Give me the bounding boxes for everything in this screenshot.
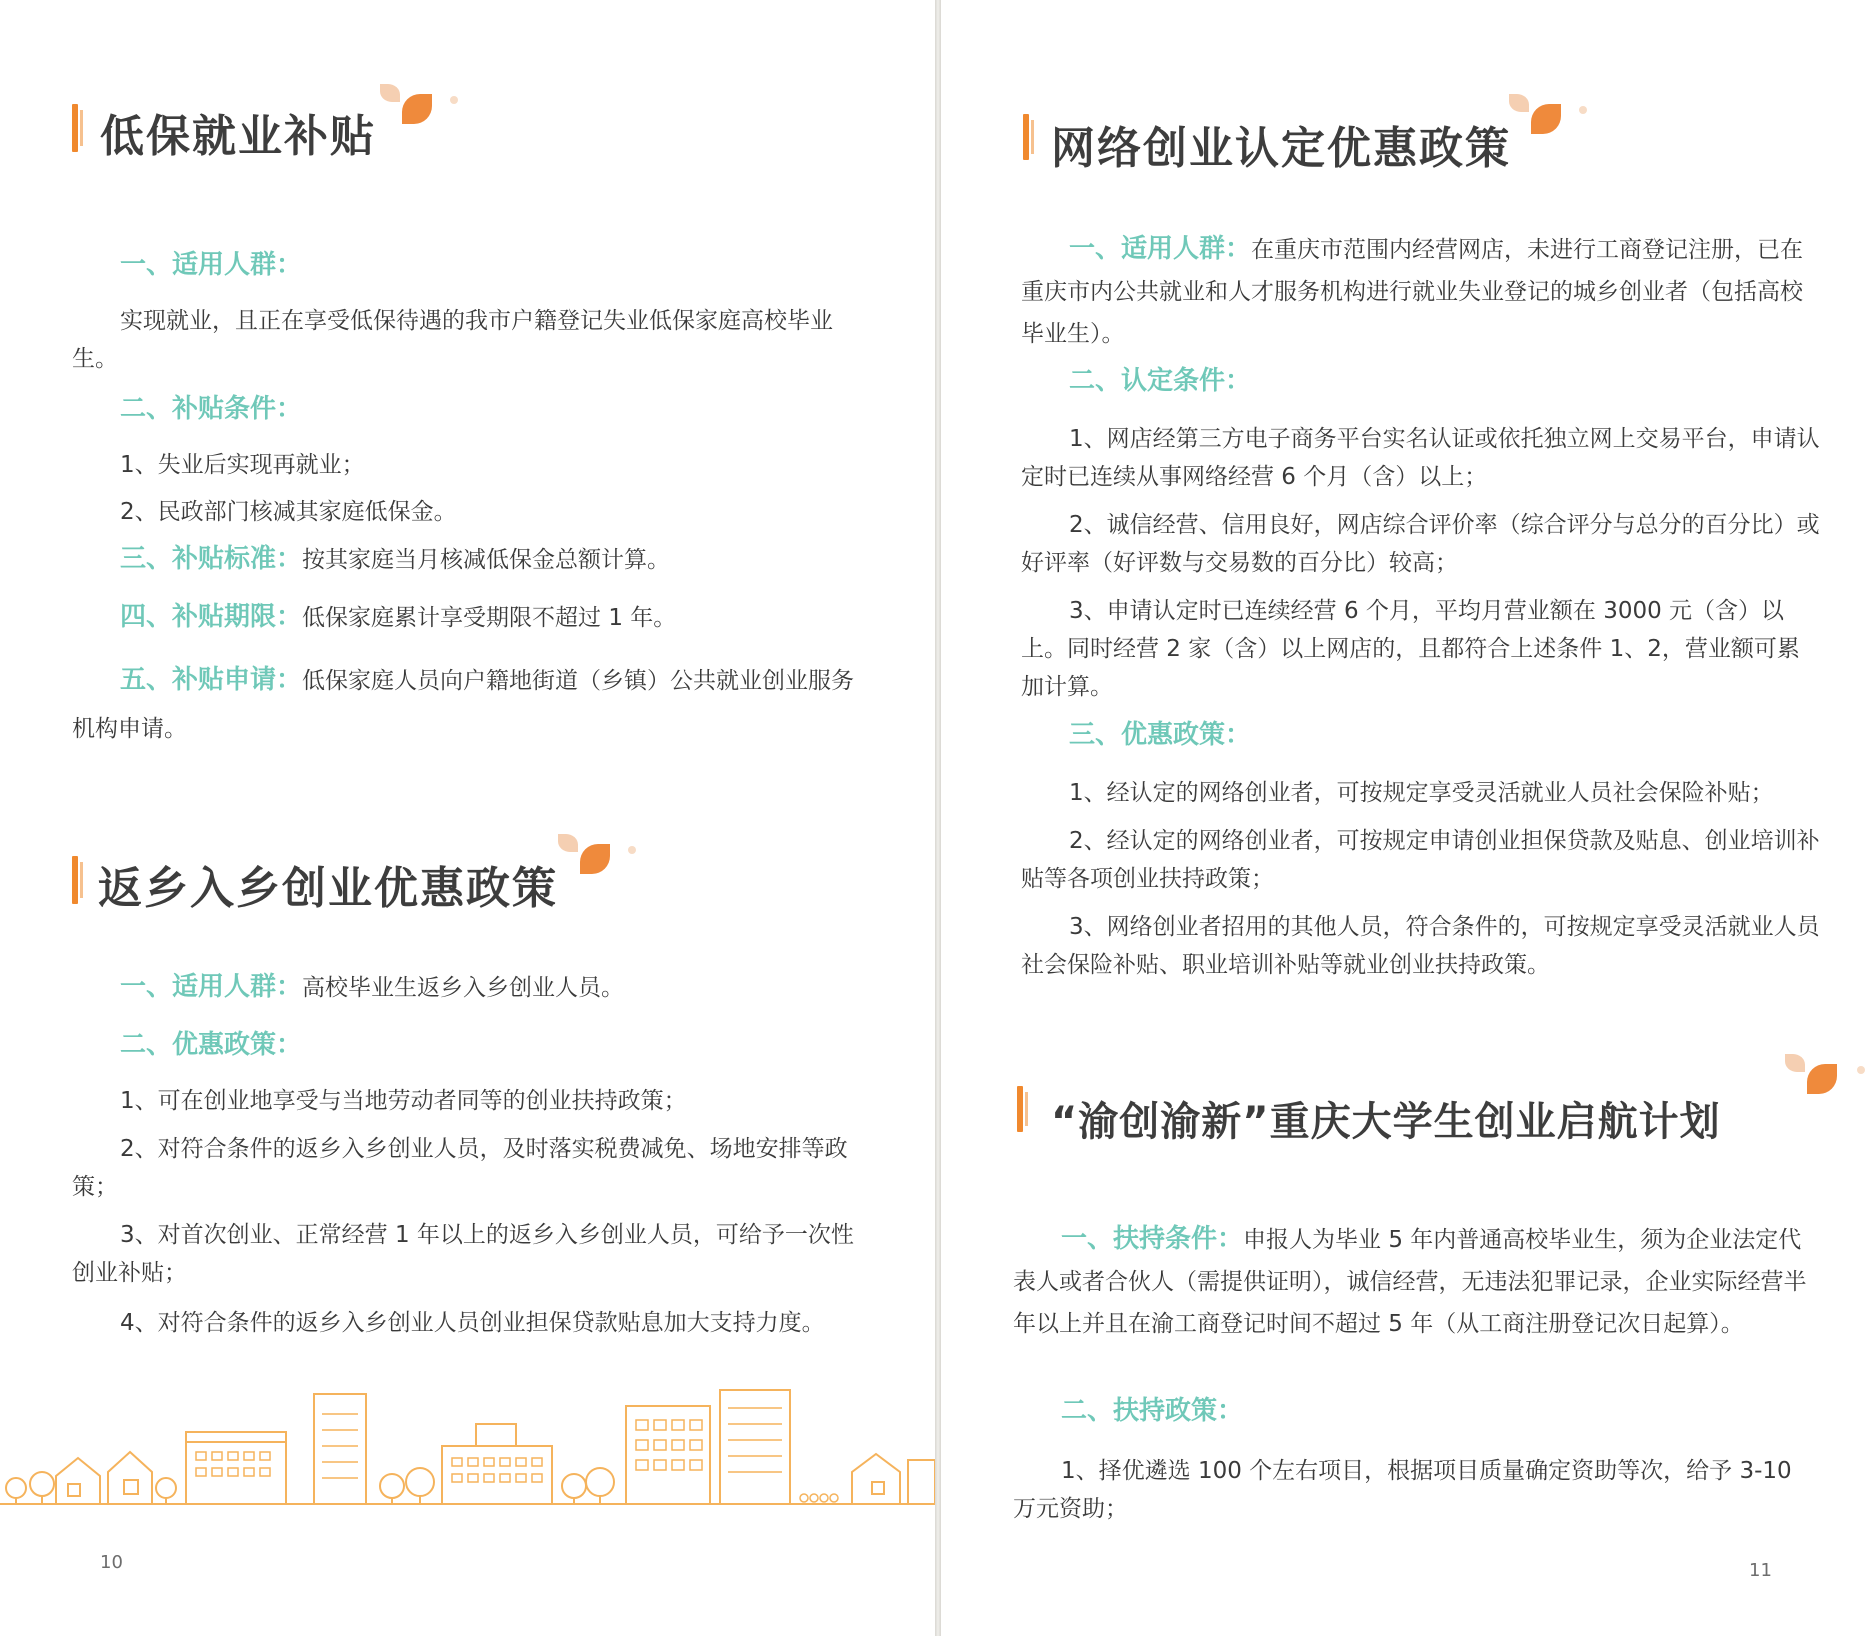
- section-heading: 一、适用人群：: [120, 250, 303, 280]
- list-item: 1、失业后实现再就业；: [120, 452, 365, 478]
- leaf-decoration: [1785, 1052, 1873, 1102]
- section-title: 低保就业补贴: [100, 111, 376, 162]
- paragraph: 一、适用人群：高校毕业生返乡入乡创业人员。: [120, 972, 625, 1002]
- section-title-bar: [1023, 114, 1029, 160]
- section-title: 返乡入乡创业优惠政策: [98, 863, 558, 914]
- paragraph: 三、补贴标准：按其家庭当月核减低保金总额计算。: [120, 544, 671, 574]
- section-heading: 二、补贴条件：: [120, 394, 303, 424]
- list-item: 1、网店经第三方电子商务平台实名认证或依托独立网上交易平台，申请认定时已连续从事网络经营 6 个月（含）以上；: [1021, 426, 1820, 490]
- section-heading: 二、扶持政策：: [1061, 1396, 1244, 1426]
- list-item: 1、经认定的网络创业者，可按规定享受灵活就业人员社会保险补贴；: [1069, 780, 1774, 806]
- list-item: 3、申请认定时已连续经营 6 个月，平均月营业额在 3000 元（含）以上。同时经营 2 家（含）以上网店的，且都符合上述条件 1、2，营业额可累加计算。: [1021, 598, 1800, 700]
- section-heading: 二、认定条件：: [1069, 366, 1252, 396]
- section-heading: 二、优惠政策：: [120, 1030, 303, 1060]
- section-heading: 一、适用人群：: [1069, 234, 1252, 264]
- section-title: “渝创渝新”重庆大学生创业启航计划: [1051, 1099, 1721, 1145]
- city-skyline-illustration: [0, 1380, 935, 1530]
- page-number: 10: [100, 1552, 123, 1573]
- section-heading: 三、优惠政策：: [1069, 720, 1252, 750]
- leaf-decoration: [1509, 92, 1589, 142]
- section-title-bar: [72, 856, 78, 904]
- section-heading: 一、扶持条件：: [1061, 1224, 1244, 1254]
- paragraph: 五、补贴申请：低保家庭人员向户籍地街道（乡镇）公共就业创业服务机构申请。: [72, 665, 855, 742]
- list-item: 2、经认定的网络创业者，可按规定申请创业担保贷款及贴息、创业培训补贴等各项创业扶持政策；: [1021, 828, 1820, 892]
- paragraph: 一、适用人群：在重庆市范围内经营网店，未进行工商登记注册，已在重庆市内公共就业和人才服务机构进行就业失业登记的城乡创业者（包括高校毕业生）。: [1021, 234, 1804, 347]
- page-number: 11: [1749, 1560, 1772, 1581]
- section-heading: 一、适用人群：: [120, 972, 303, 1002]
- section-heading: 三、补贴标准：: [120, 544, 303, 574]
- list-item: 4、对符合条件的返乡入乡创业人员创业担保贷款贴息加大支持力度。: [120, 1310, 825, 1336]
- section-heading: 四、补贴期限：: [120, 602, 303, 632]
- paragraph: 四、补贴期限：低保家庭累计享受期限不超过 1 年。: [120, 602, 677, 632]
- section-heading: 五、补贴申请：: [120, 665, 303, 695]
- list-item: 2、诚信经营、信用良好，网店综合评价率（综合评分与总分的百分比）或好评率（好评数与交易数的百分比）较高；: [1021, 512, 1820, 576]
- section-title-bar: [72, 104, 78, 152]
- list-item: 3、网络创业者招用的其他人员，符合条件的，可按规定享受灵活就业人员社会保险补贴、职业培训补贴等就业创业扶持政策。: [1021, 914, 1820, 978]
- section-title: 网络创业认定优惠政策: [1051, 123, 1511, 174]
- list-item: 1、择优遴选 100 个左右项目，根据项目质量确定资助等次，给予 3-10 万元资助；: [1013, 1458, 1792, 1522]
- list-item: 1、可在创业地享受与当地劳动者同等的创业扶持政策；: [120, 1088, 687, 1114]
- section-title-bar: [1017, 1086, 1023, 1132]
- left-page: [0, 0, 935, 1636]
- right-page: [941, 0, 1873, 1636]
- list-item: 2、对符合条件的返乡入乡创业人员，及时落实税费减免、场地安排等政策；: [72, 1136, 848, 1200]
- paragraph: 实现就业，且正在享受低保待遇的我市户籍登记失业低保家庭高校毕业生。: [72, 308, 833, 372]
- leaf-decoration: [558, 832, 638, 882]
- paragraph: 一、扶持条件：申报人为毕业 5 年内普通高校毕业生，须为企业法定代表人或者合伙人（需提供证明），诚信经营，无违法犯罪记录，企业实际经营半年以上并且在渝工商登记时间不超过 5 年（从工商注册登记次日起算）。: [1013, 1224, 1807, 1337]
- leaf-decoration: [380, 82, 460, 132]
- list-item: 2、民政部门核减其家庭低保金。: [120, 499, 457, 525]
- list-item: 3、对首次创业、正常经营 1 年以上的返乡入乡创业人员，可给予一次性创业补贴；: [72, 1222, 854, 1286]
